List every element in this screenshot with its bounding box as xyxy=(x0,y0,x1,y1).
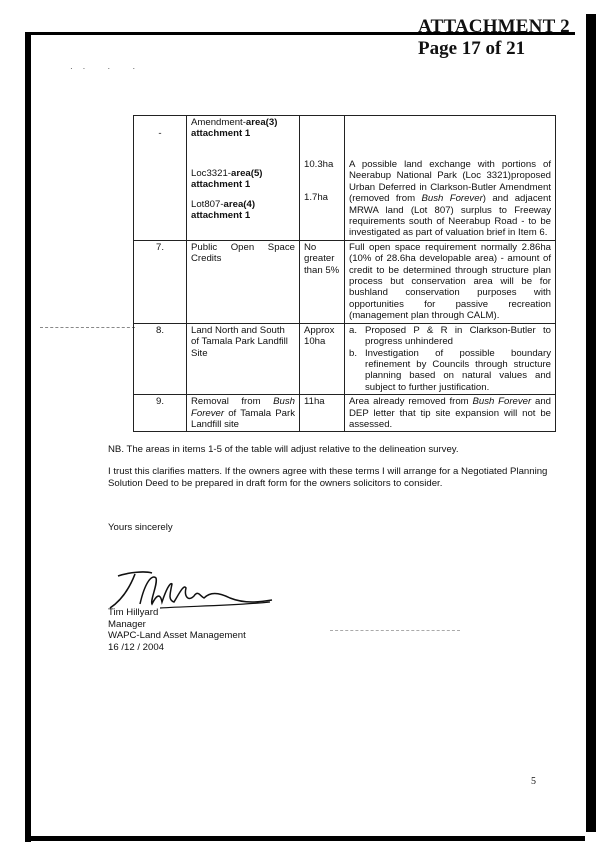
scan-artifact-line xyxy=(40,327,135,328)
area-cell: No greater than 5% xyxy=(300,240,345,323)
signatory-role: Manager xyxy=(108,618,146,630)
land-items-table xyxy=(133,115,556,432)
row-number: 9. xyxy=(134,395,187,432)
table-row xyxy=(134,395,556,432)
attachment-title: ATTACHMENT 2 xyxy=(418,16,570,37)
scan-border-bottom xyxy=(25,836,585,841)
remark-cell: A possible land exchange with portions of Neerabup National Park (Loc 3321)proposed Urban Deferred in Clarkson-Butler Amendment (removed from Bush Forever) and adjacent MRWA land (Lot 807) surplus to Freeway requirements south of Neerabup Road - to be investigated as part of valuation brief in Item 6. xyxy=(345,116,556,241)
signature-block xyxy=(108,607,246,653)
letter-date: 16 /12 / 2004 xyxy=(108,641,165,653)
signatory-org: WAPC-Land Asset Management xyxy=(108,630,246,642)
remark-cell: a. Proposed P & R in Clarkson-Butler to progress unhindered b. Investigation of possible boundary refinement by Councils through structure planning based on natural values and subject to further justification. xyxy=(345,323,556,394)
area-cell: Approx 10ha xyxy=(300,323,345,394)
page-number: 5 xyxy=(531,776,536,787)
scan-specks: ·· · · xyxy=(70,64,146,73)
nb-note: NB. The areas in items 1-5 of the table will adjust relative to the delineation survey. xyxy=(108,444,459,455)
area-cell: 11ha xyxy=(300,395,345,432)
row-number: 8. xyxy=(134,323,187,394)
table-row xyxy=(134,116,556,241)
item-cell: Removal from Bush Forever of Tamala Park Landfill site xyxy=(187,395,300,432)
page-indicator: Page 17 of 21 xyxy=(418,38,526,59)
item-cell: Public Open Space Credits xyxy=(187,240,300,323)
closing-salutation: Yours sincerely xyxy=(108,522,173,533)
signatory-name: Tim Hillyard xyxy=(108,607,159,618)
scan-border-right xyxy=(586,14,596,832)
row-number: - xyxy=(134,116,187,241)
area-cell: 10.3ha 1.7ha xyxy=(300,116,345,241)
scan-artifact-line xyxy=(330,630,460,631)
table-row xyxy=(134,240,556,323)
scan-border-left xyxy=(25,32,31,842)
remark-cell: Full open space requirement normally 2.86ha (10% of 28.6ha developable area) - amount of credit to be determined through structure plan process but conservation area will be for bushland conservation purposes with opportunities for passive recreation (management plan through CALM). xyxy=(345,240,556,323)
item-cell: Land North and South of Tamala Park Landfill Site xyxy=(187,323,300,394)
remark-cell: Area already removed from Bush Forever and DEP letter that tip site expansion will not be assessed. xyxy=(345,395,556,432)
item-cell: Amendment-area(3) attachment 1 Loc3321-area(5) attachment 1 Lot807-area(4) attachment 1 xyxy=(187,116,300,241)
table-row xyxy=(134,323,556,394)
body-paragraph: I trust this clarifies matters. If the owners agree with these terms I will arrange for a Negotiated Planning Solution Deed to be prepared in draft form for the owners solicitors to consider. xyxy=(108,466,548,489)
row-number: 7. xyxy=(134,240,187,323)
